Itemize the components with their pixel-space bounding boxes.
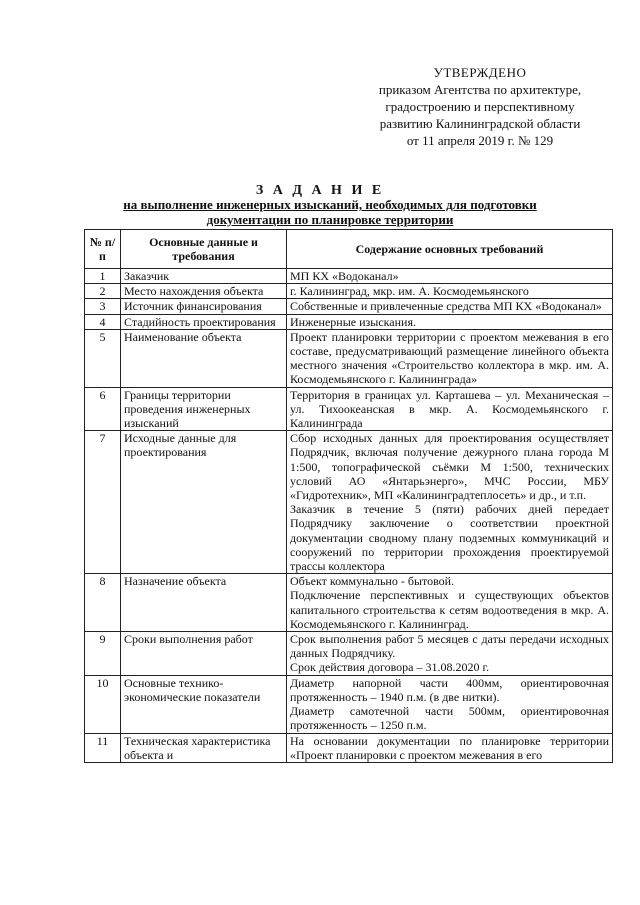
row-label: Техническая характеристика объекта и — [121, 733, 287, 762]
content-paragraph: Срок действия договора – 31.08.2020 г. — [290, 660, 490, 675]
row-number: 6 — [85, 387, 121, 431]
row-number: 7 — [85, 431, 121, 574]
document-title: З А Д А Н И Е — [255, 183, 385, 198]
content-paragraph: МП КХ «Водоканал» — [290, 269, 399, 283]
content-paragraph: Заказчик в течение 5 (пяти) рабочих дней передает Подрядчику заключение о соответствии проектной документации сводному плану подземных коммуникаций и сооружений по территории прохождения проектируемой трассы коллектора — [290, 502, 609, 574]
content-paragraph: На основании документации по планировке территории «Проект планировки с проектом межевания в его — [290, 733, 609, 762]
row-label: Заказчик — [121, 269, 287, 284]
approval-line: приказом Агентства по архитектуре, — [378, 82, 582, 97]
row-content — [287, 314, 613, 329]
table-row — [85, 387, 613, 431]
approval-block — [355, 64, 605, 149]
row-label: Место нахождения объекта — [121, 284, 287, 299]
table-row — [85, 574, 613, 632]
row-number: 8 — [85, 574, 121, 632]
subtitle-line-2: документации по планировке территории — [206, 212, 454, 227]
table-header-row — [85, 230, 613, 269]
row-content — [287, 329, 613, 387]
row-content — [287, 574, 613, 632]
subtitle-line-1: на выполнение инженерных изысканий, необходимых для подготовки — [123, 197, 537, 212]
content-paragraph: Сбор исходных данных для проектирования осуществляет Подрядчик, включая получение дежурного плана города М 1:500, топографической съёмки М 1:500, технических условий АО «Янтарьэнерго», МЧС России, МБУ «Гидротехник», МП «Калининградтеплосеть» и др., и т.п. — [290, 431, 609, 503]
row-content — [287, 632, 613, 676]
row-number: 3 — [85, 299, 121, 314]
table-row — [85, 299, 613, 314]
table-row — [85, 284, 613, 299]
content-paragraph: Инженерные изыскания. — [290, 314, 416, 329]
row-content — [287, 675, 613, 733]
row-content — [287, 733, 613, 762]
table-row — [85, 269, 613, 284]
table-row — [85, 314, 613, 329]
content-paragraph: Проект планировки территории с проектом межевания в его составе, предусматривающий размещение линейного объекта местного значения «Строительство коллектора в мкр. им. А. Космодемьянского г. Калининграда» — [290, 329, 609, 387]
row-content — [287, 269, 613, 284]
content-paragraph: Подключение перспективных и существующих объектов капитального строительства к сетям водоотведения в мкр. А. Космодемьянского г. Калининград. — [290, 588, 609, 631]
row-number: 5 — [85, 329, 121, 387]
row-label: Наименование объекта — [121, 329, 287, 387]
approval-line: развитию Калининградской области — [379, 116, 581, 131]
content-paragraph: Территория в границах ул. Карташева – ул. Механическая – ул. Тихоокеанская в мкр. А. Космодемьянского г. Калининграда — [290, 387, 609, 431]
row-number: 1 — [85, 269, 121, 284]
content-paragraph: Объект коммунально - бытовой. — [290, 574, 455, 589]
content-paragraph: Срок выполнения работ 5 месяцев с даты передачи исходных данных Подрядчику. — [290, 632, 609, 661]
row-number: 4 — [85, 314, 121, 329]
row-content — [287, 431, 613, 574]
requirements-table — [84, 229, 613, 763]
row-label: Стадийность проектирования — [121, 314, 287, 329]
row-number: 11 — [85, 733, 121, 762]
table-row — [85, 632, 613, 676]
table-row — [85, 675, 613, 733]
header-content: Содержание основных требований — [287, 230, 613, 269]
table-row — [85, 733, 613, 762]
document-subtitle — [60, 197, 600, 227]
content-paragraph: Диаметр самотечной части 500мм, ориентировочная протяженность – 1250 п.м. — [290, 704, 609, 733]
row-label: Назначение объекта — [121, 574, 287, 632]
approval-title: УТВЕРЖДЕНО — [433, 65, 527, 80]
header-basic-data: Основные данные и требования — [121, 230, 287, 269]
table-row — [85, 329, 613, 387]
row-content — [287, 299, 613, 314]
table-row — [85, 431, 613, 574]
row-content — [287, 387, 613, 431]
content-paragraph: Диаметр напорной части 400мм, ориентировочная протяженность – 1940 п.м. (в две нитки). — [290, 675, 609, 704]
row-number: 10 — [85, 675, 121, 733]
row-content — [287, 284, 613, 299]
row-label: Границы территории проведения инженерных изысканий — [121, 387, 287, 431]
row-label: Сроки выполнения работ — [121, 632, 287, 676]
content-paragraph: Собственные и привлеченные средства МП КХ «Водоканал» — [290, 299, 602, 314]
row-label: Исходные данные для проектирования — [121, 431, 287, 574]
row-number: 2 — [85, 284, 121, 299]
content-paragraph: г. Калининград, мкр. им. А. Космодемьянского — [290, 284, 529, 299]
row-number: 9 — [85, 632, 121, 676]
approval-line: градостроению и перспективному — [385, 99, 575, 114]
row-label: Основные технико-экономические показатели — [121, 675, 287, 733]
row-label: Источник финансирования — [121, 299, 287, 314]
approval-line: от 11 апреля 2019 г. № 129 — [406, 133, 554, 148]
header-num: № п/п — [85, 230, 121, 269]
